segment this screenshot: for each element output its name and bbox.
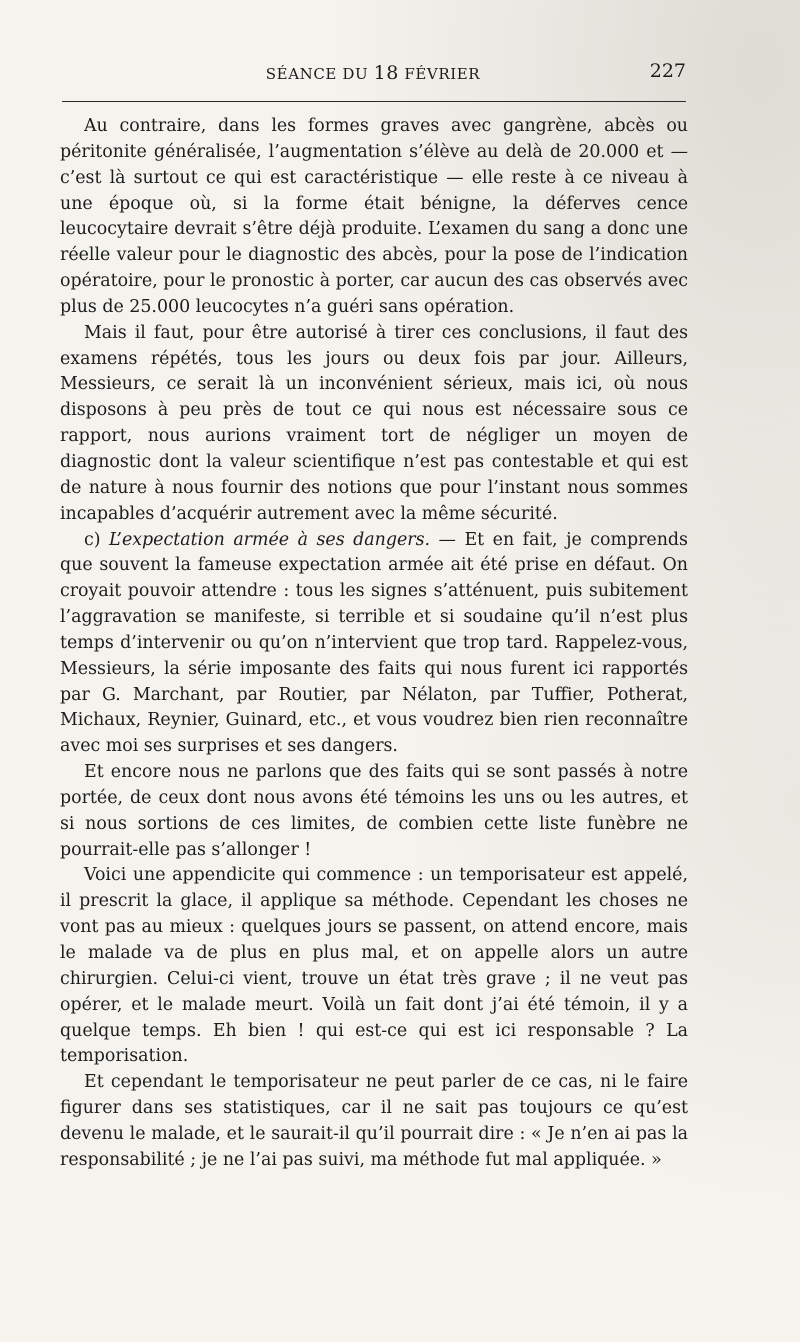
- running-title: [60, 62, 686, 84]
- running-head: [60, 58, 686, 88]
- running-title-day: 18: [373, 62, 399, 84]
- section-c-label: c): [84, 529, 110, 550]
- paragraph-1: Au contraire, dans les formes graves avec gangrène, abcès ou péritonite généralisée, l’augmentation s’élève au delà de 20.000 et — c’est là surtout ce qui est caractéristique — elle reste à ce niveau à une époque où, si la forme était bénigne, la déferves cence leucocytaire devrait s’être déjà produite. L’examen du sang a donc une réelle valeur pour le diagnostic des abcès, pour la pose de l’indication opératoire, pour le pronostic à porter, car aucun des cas observés avec plus de 25.000 leucocytes n’a guéri sans opération.: [60, 116, 688, 317]
- paragraph-section-c: [60, 528, 688, 761]
- page-number: 227: [649, 60, 686, 82]
- paragraph-6: Et cependant le temporisateur ne peut parler de ce cas, ni le faire figurer dans ses statistiques, car il ne sait pas toujours ce qu’est devenu le malade, et le saurait-il qu’il pourrait dire : « Je n’en ai pas la responsabilité ; je ne l’ai pas suivi, ma méthode fut mal appliquée. »: [60, 1072, 688, 1170]
- header-rule: [62, 101, 686, 102]
- section-c-text: — Et en fait, je comprends que souvent la fameuse expectation armée ait été prise en défaut. On croyait pouvoir attendre : tous les signes s’atténuent, puis subitement l’aggravation se manifeste, si terrible et si soudaine qu’il n’est plus temps d’intervenir ou qu’on n’intervient que trop tard. Rappelez-vous, Messieurs, la série imposante des faits qui nous furent ici rapportés par G. Marchant, par Routier, par Nélaton, par Tuffier, Potherat, Michaux, Reynier, Guinard, etc., et vous voudrez bien rien reconnaître avec moi ses surprises et ses dangers.: [60, 529, 688, 757]
- running-title-part1: SÉANCE DU: [265, 65, 374, 83]
- body-text: [60, 114, 688, 1174]
- running-title-part2: FÉVRIER: [398, 65, 481, 83]
- paragraph-2: Mais il faut, pour être autorisé à tirer ces conclusions, il faut des examens répétés, tous les jours ou deux fois par jour. Ailleurs, Messieurs, ce serait là un inconvénient sérieux, mais ici, où nous disposons à peu près de tout ce qui nous est nécessaire sous ce rapport, nous aurions vraiment tort de négliger un moyen de diagnostic dont la valeur scientifique n’est pas contestable et qui est de nature à nous fournir des notions que pour l’instant nous sommes incapables d’acquérir autrement avec la même sécurité.: [60, 322, 688, 524]
- paragraph-5: Voici une appendicite qui commence : un temporisateur est appelé, il prescrit la glace, il applique sa méthode. Cependant les choses ne vont pas au mieux : quelques jours se passent, on attend encore, mais le malade va de plus en plus mal, et on appelle alors un autre chirurgien. Celui-ci vient, trouve un état très grave ; il ne veut pas opérer, et le malade meurt. Voilà un fait dont j’ai été témoin, il y a quelque temps. Eh bien ! qui est-ce qui est ici responsable ? La temporisation.: [60, 865, 688, 1067]
- paragraph-4: Et encore nous ne parlons que des faits qui se sont passés à notre portée, de ceux dont nous avons été témoins les uns ou les autres, et si nous sortions de ces limites, de combien cette liste funèbre ne pourrait-elle pas s’allonger !: [60, 762, 688, 860]
- section-c-title: L’expectation armée à ses dangers.: [109, 529, 431, 550]
